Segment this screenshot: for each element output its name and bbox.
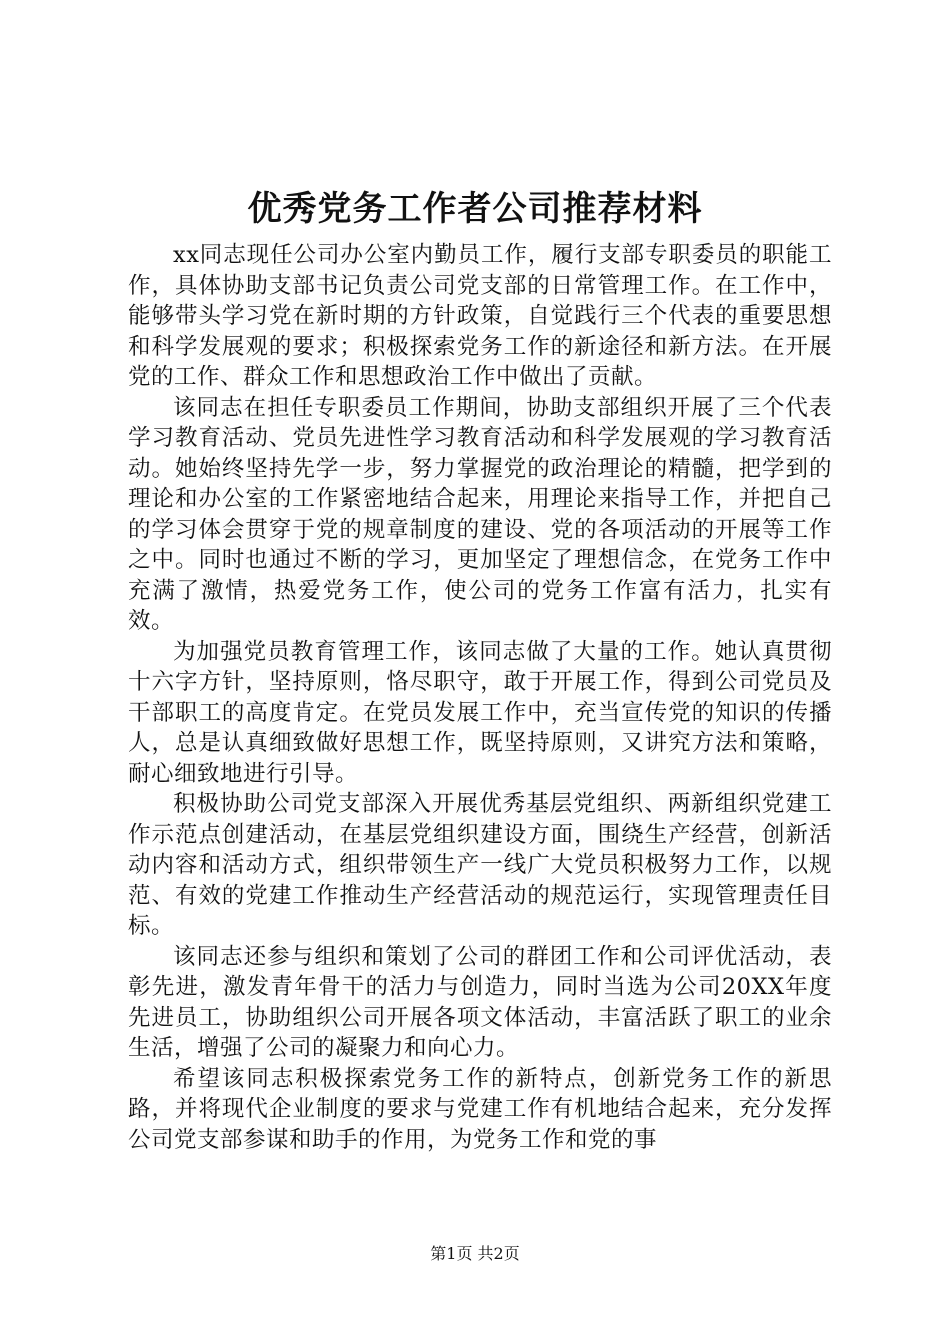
- document-body: [128, 240, 832, 1155]
- paragraph-2: 该同志在担任专职委员工作期间，协助支部组织开展了三个代表学习教育活动、党员先进性学习教育活动和科学发展观的学习教育活动。她始终坚持先学一步，努力掌握党的政治理论的精髓，把学到的理论和办公室的工作紧密地结合起来，用理论来指导工作，并把自己的学习体会贯穿于党的规章制度的建设、党的各项活动的开展等工作之中。同时也通过不断的学习，更加坚定了理想信念，在党务工作中充满了激情，热爱党务工作，使公司的党务工作富有活力，扎实有效。: [128, 394, 832, 634]
- page-footer: 第1页 共2页: [430, 1244, 520, 1263]
- paragraph-5: 该同志还参与组织和策划了公司的群团工作和公司评优活动，表彰先进，激发青年骨干的活力与创造力，同时当选为公司20XX年度先进员工，协助组织公司开展各项文体活动，丰富活跃了职工的业余生活，增强了公司的凝聚力和向心力。: [128, 943, 832, 1061]
- paragraph-3: 为加强党员教育管理工作，该同志做了大量的工作。她认真贯彻十六字方针，坚持原则，恪尽职守，敢于开展工作，得到公司党员及干部职工的高度肯定。在党员发展工作中，充当宣传党的知识的传播人，总是认真细致做好思想工作，既坚持原则，又讲究方法和策略，耐心细致地进行引导。: [128, 638, 832, 787]
- document-title: 优秀党务工作者公司推荐材料: [247, 189, 703, 229]
- paragraph-4: 积极协助公司党支部深入开展优秀基层党组织、两新组织党建工作示范点创建活动，在基层党组织建设方面，围绕生产经营，创新活动内容和活动方式，组织带领生产一线广大党员积极努力工作，以规范、有效的党建工作推动生产经营活动的规范运行，实现管理责任目标。: [128, 791, 832, 939]
- paragraph-1: xx同志现任公司办公室内勤员工作，履行支部专职委员的职能工作，具体协助支部书记负责公司党支部的日常管理工作。在工作中，能够带头学习党在新时期的方针政策，自觉践行三个代表的重要思想和科学发展观的要求；积极探索党务工作的新途径和新方法。在开展党的工作、群众工作和思想政治工作中做出了贡献。: [128, 242, 832, 390]
- paragraph-6: 希望该同志积极探索党务工作的新特点，创新党务工作的新思路，并将现代企业制度的要求与党建工作有机地结合起来，充分发挥公司党支部参谋和助手的作用，为党务工作和党的事: [128, 1065, 832, 1153]
